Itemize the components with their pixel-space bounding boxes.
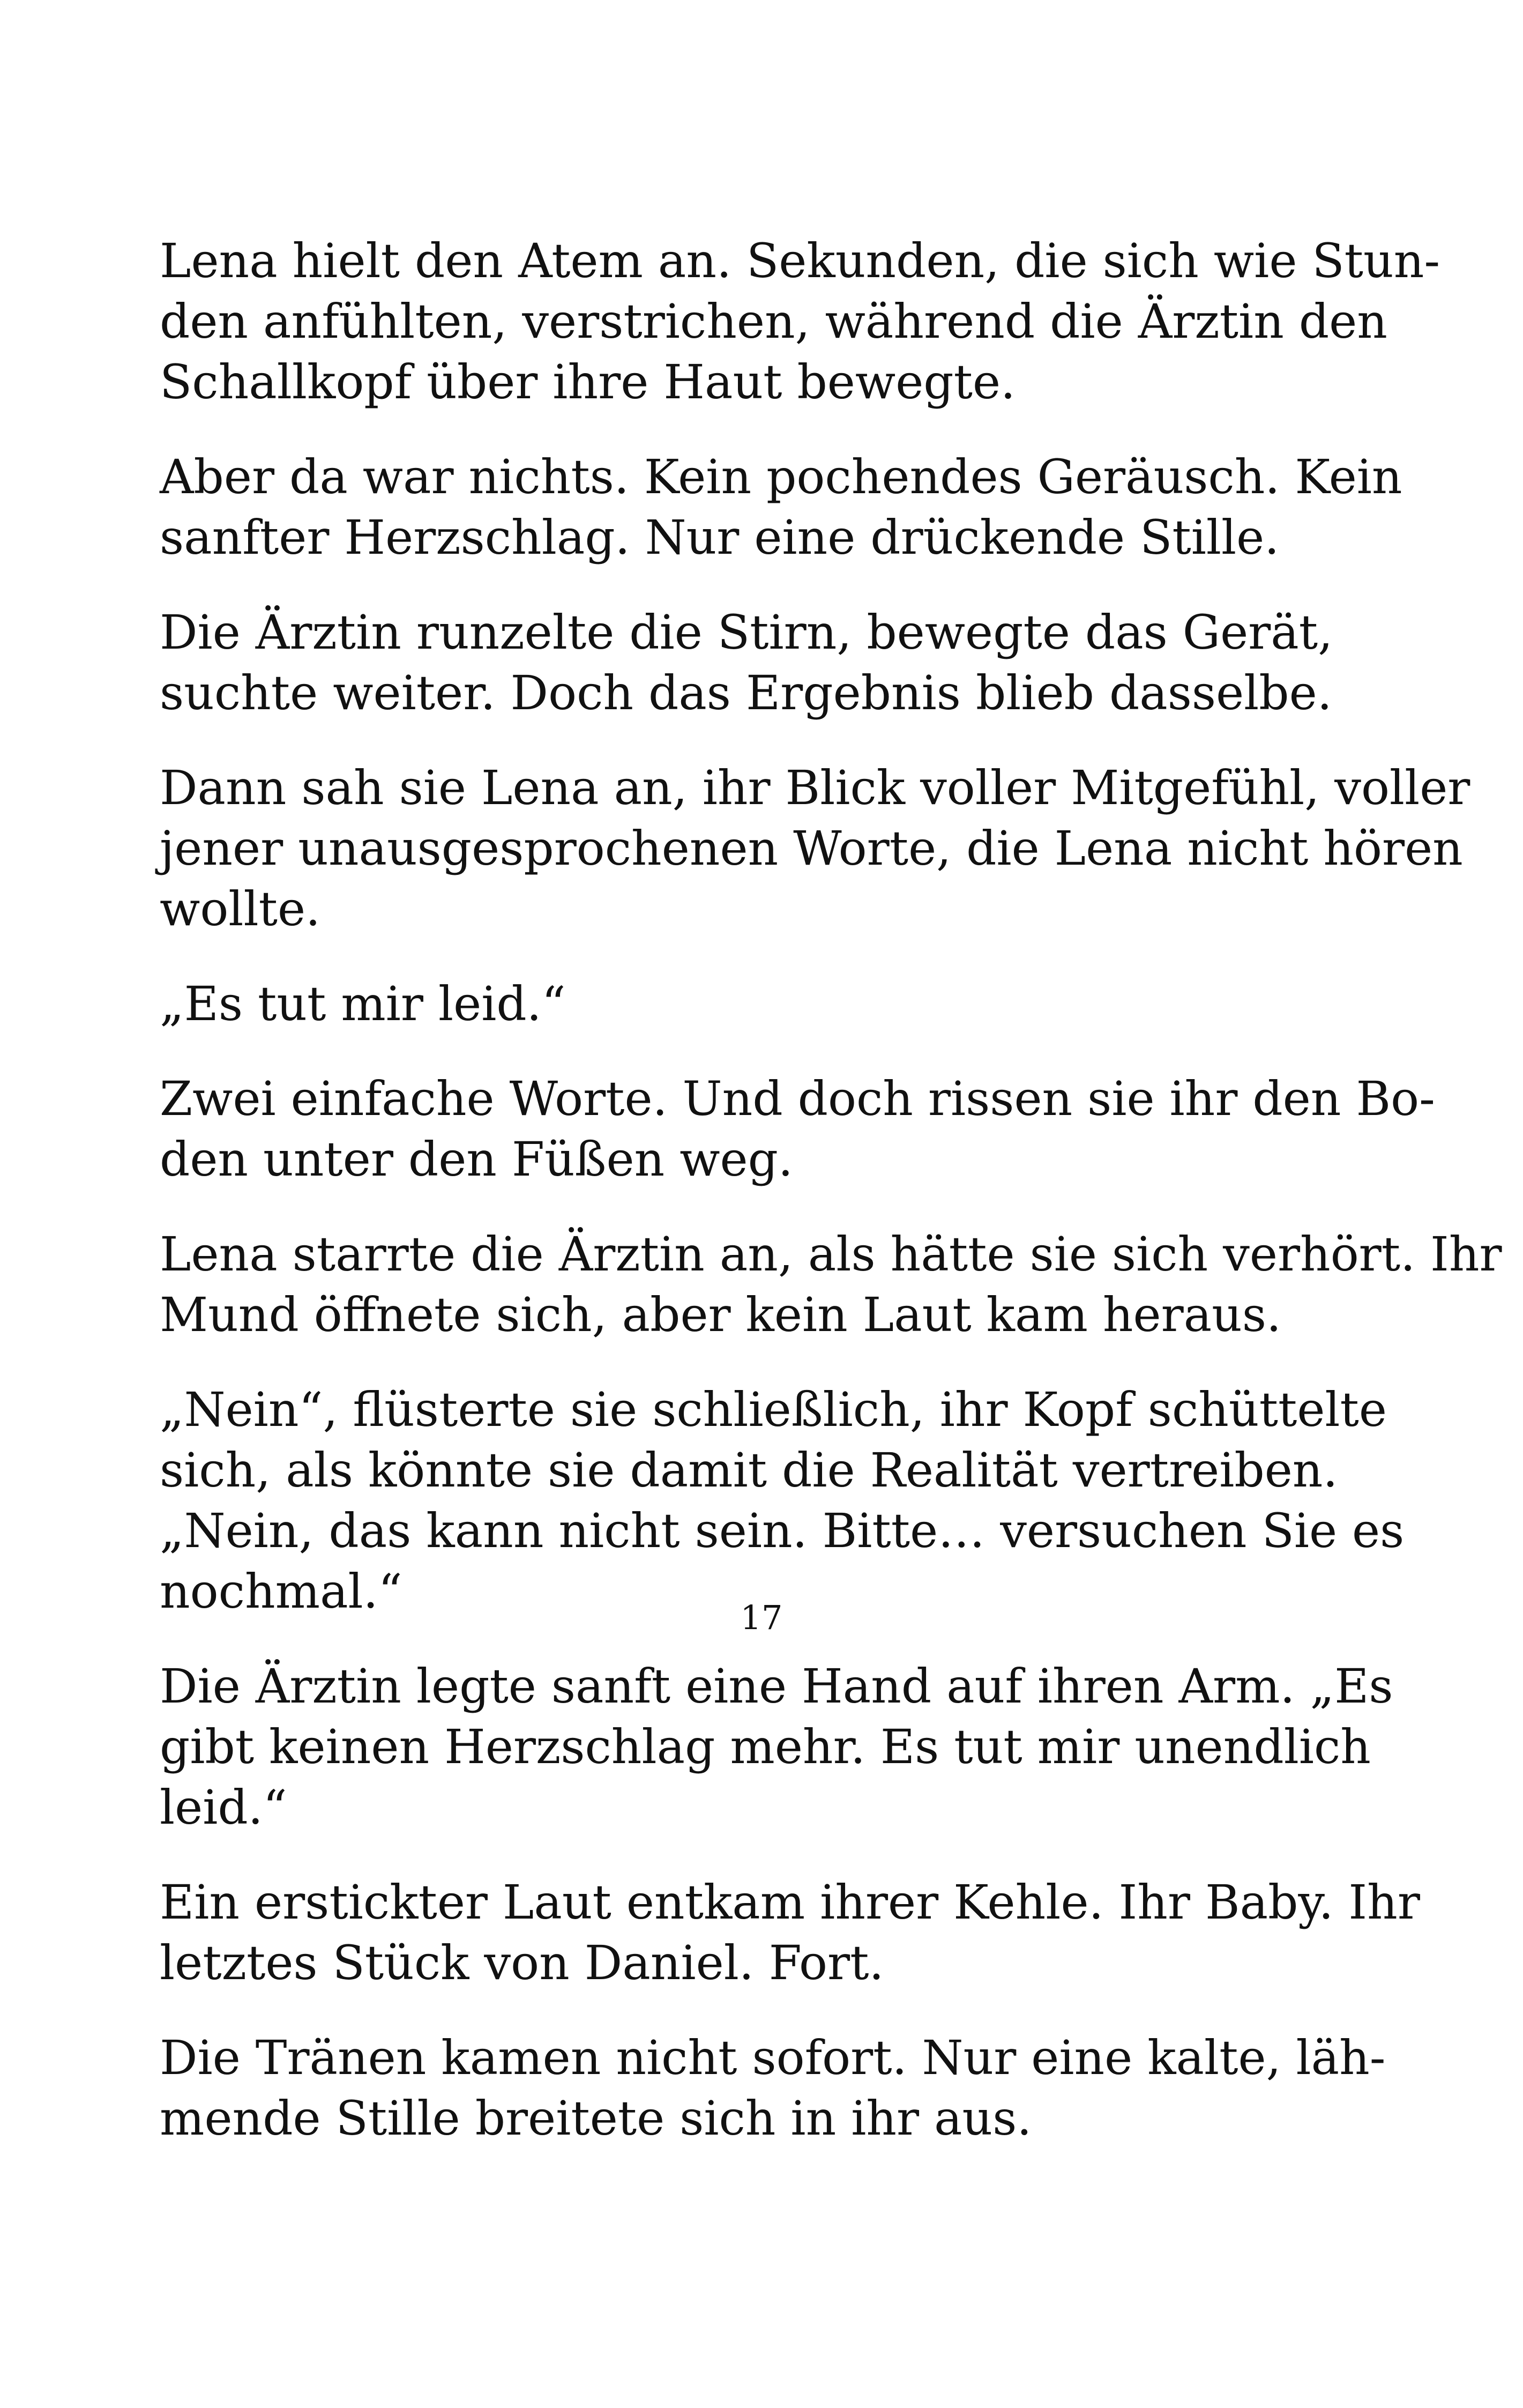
text-line: „Es tut mir leid.“ <box>160 976 566 1031</box>
text-line: Ein erstickter Laut entkam ihrer Kehle. Ihr Baby. Ihr <box>160 1875 1420 1930</box>
text-line: jener unausgesprochenen Worte, die Lena nicht hören <box>160 821 1463 876</box>
text-line: leid.“ <box>160 1780 287 1835</box>
paragraph-5 <box>160 973 1365 1034</box>
text-line: Lena starrte die Ärztin an, als hätte sie sich verhört. Ihr <box>160 1227 1502 1282</box>
text-line: wollte. <box>160 881 321 937</box>
paragraph-7 <box>160 1224 1502 1345</box>
paragraph-2 <box>160 447 1402 568</box>
paragraph-10 <box>160 1872 1420 1993</box>
paragraph-1 <box>160 231 1440 412</box>
text-line: Mund öffnete sich, aber kein Laut kam heraus. <box>160 1287 1281 1342</box>
body-text <box>160 231 1502 2183</box>
text-line: Die Tränen kamen nicht sofort. Nur eine kalte, läh- <box>160 2030 1386 2085</box>
text-line: Die Ärztin legte sanft eine Hand auf ihren Arm. „Es <box>160 1659 1393 1714</box>
paragraph-6 <box>160 1068 1435 1190</box>
text-line: sich, als könnte sie damit die Realität vertreiben. <box>160 1443 1338 1498</box>
text-line: den unter den Füßen weg. <box>160 1132 793 1187</box>
paragraph-8 <box>160 1379 1405 1622</box>
text-line: Die Ärztin runzelte die Stirn, bewegte das Gerät, <box>160 605 1333 660</box>
text-line: Aber da war nichts. Kein pochendes Geräusch. Kein <box>160 449 1402 504</box>
text-line: „Nein“, flüsterte sie schließlich, ihr Kopf schüttelte <box>160 1382 1387 1437</box>
paragraph-4 <box>160 757 1470 939</box>
page-number: 17 <box>740 1598 783 1637</box>
text-line: suchte weiter. Doch das Ergebnis blieb dasselbe. <box>160 665 1332 720</box>
text-line: „Nein, das kann nicht sein. Bitte… versuchen Sie es <box>160 1503 1405 1558</box>
text-line: sanfter Herzschlag. Nur eine drückende Stille. <box>160 510 1280 565</box>
text-line: den anfühlten, verstrichen, während die Ärztin den <box>160 294 1387 349</box>
text-line: letztes Stück von Daniel. Fort. <box>160 1935 884 1990</box>
text-line: Dann sah sie Lena an, ihr Blick voller Mitgefühl, voller <box>160 760 1470 815</box>
paragraph-9 <box>160 1656 1393 1838</box>
paragraph-3 <box>160 602 1365 723</box>
paragraph-11 <box>160 2027 1386 2149</box>
text-line: Zwei einfache Worte. Und doch rissen sie ihr den Bo- <box>160 1071 1435 1126</box>
text-line: gibt keinen Herzschlag mehr. Es tut mir unendlich <box>160 1719 1371 1774</box>
text-line: Schallkopf über ihre Haut bewegte. <box>160 354 1016 410</box>
text-line: mende Stille breitete sich in ihr aus. <box>160 2091 1032 2146</box>
text-line: nochmal.“ <box>160 1564 402 1619</box>
text-line: Lena hielt den Atem an. Sekunden, die sich wie Stun- <box>160 233 1440 288</box>
